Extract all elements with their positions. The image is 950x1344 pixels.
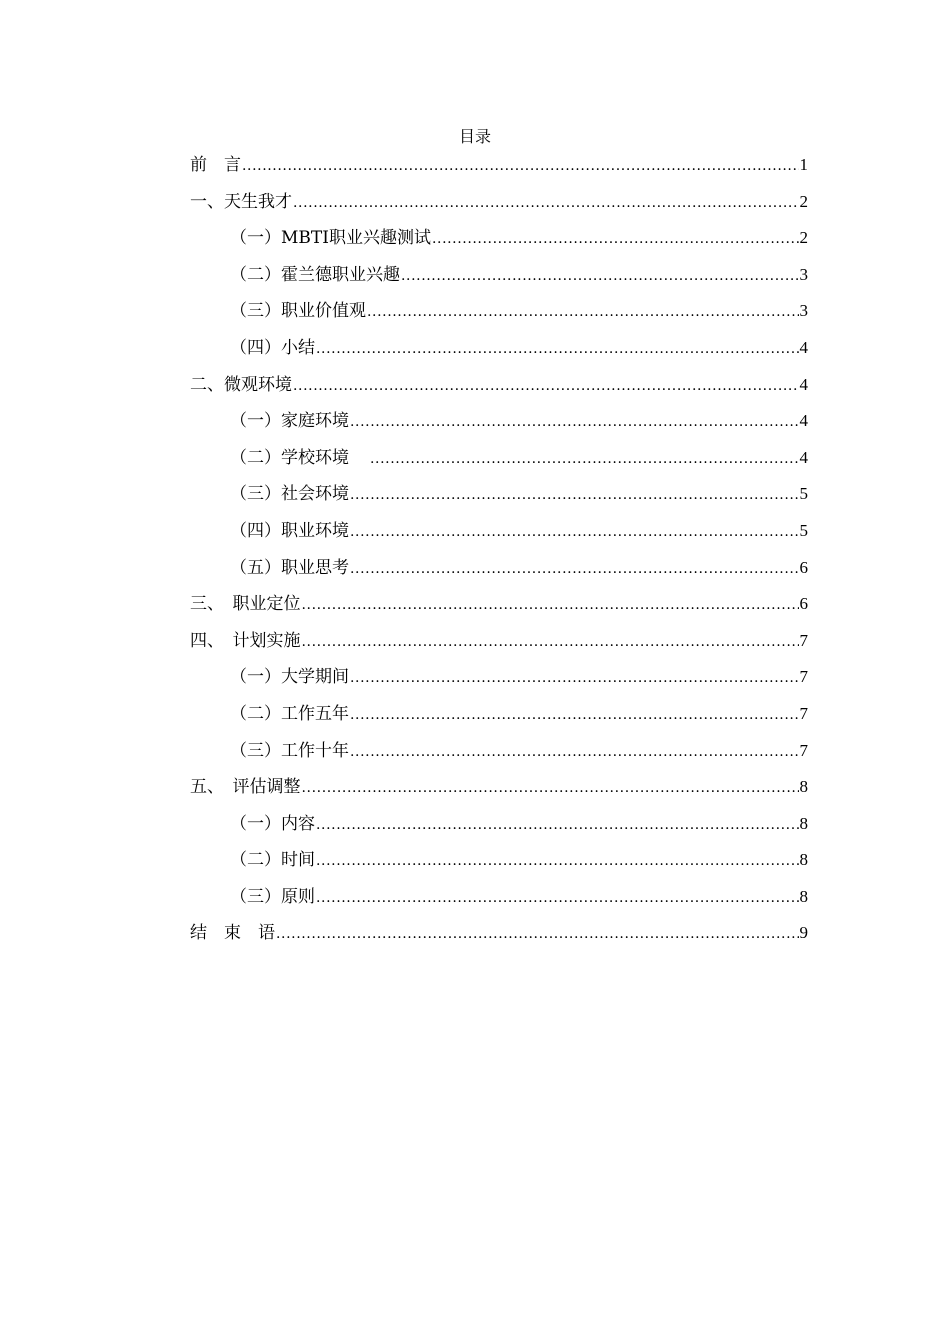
toc-entry-label: （一）大学期间 xyxy=(230,667,349,688)
toc-entry-section-2-4[interactable] xyxy=(190,516,808,553)
toc-entry-preface[interactable] xyxy=(190,150,808,187)
toc-leader xyxy=(350,700,799,730)
toc-page-number: 5 xyxy=(799,484,808,504)
toc-page-number: 4 xyxy=(799,337,808,357)
toc-page-number: 8 xyxy=(799,813,808,833)
toc-entry-section-5-2[interactable] xyxy=(190,845,808,882)
toc-leader xyxy=(302,773,799,803)
toc-page-number: 3 xyxy=(799,264,808,284)
toc-leader xyxy=(302,590,799,620)
toc-entry-label: （二）霍兰德职业兴趣 xyxy=(230,264,400,285)
toc-page-number: 4 xyxy=(799,411,808,431)
toc-leader xyxy=(316,846,799,876)
toc-page-number: 1 xyxy=(799,155,808,174)
toc-entry-label: 一、天生我才 xyxy=(190,191,292,212)
toc-leader xyxy=(276,919,799,949)
toc-leader xyxy=(316,810,799,840)
toc-page-number: 6 xyxy=(799,594,808,614)
toc-entry-section-2-1[interactable] xyxy=(190,406,808,443)
toc-entry-label: 前 言 xyxy=(190,155,241,175)
toc-leader xyxy=(350,480,799,510)
toc-entry-label: （一）家庭环境 xyxy=(230,411,349,432)
toc-page-number: 2 xyxy=(799,191,808,211)
toc-leader xyxy=(242,151,799,181)
toc-page-number: 7 xyxy=(799,630,808,650)
toc-entry-section-4-1[interactable] xyxy=(190,662,808,699)
toc-page-number: 3 xyxy=(799,301,808,321)
toc-leader xyxy=(350,737,799,767)
toc-entry-section-5-3[interactable] xyxy=(190,882,808,919)
toc-entry-label: （三）原则 xyxy=(230,886,315,907)
toc-entry-section-1-2[interactable] xyxy=(190,260,808,297)
toc-leader xyxy=(401,261,799,291)
toc-entry-chapter-1[interactable] xyxy=(190,187,808,224)
toc-page-number: 7 xyxy=(799,667,808,687)
toc-page-number: 4 xyxy=(799,447,808,467)
toc-leader xyxy=(293,371,799,401)
toc-entry-label: （一）内容 xyxy=(230,813,315,834)
toc-entry-section-1-3[interactable] xyxy=(190,296,808,333)
toc-page-number: 2 xyxy=(799,228,808,248)
toc-leader xyxy=(316,883,799,913)
toc-page-number: 5 xyxy=(799,520,808,540)
toc-entry-label: 三、 职业定位 xyxy=(190,594,301,615)
toc-entry-label: （四）小结 xyxy=(230,337,315,358)
toc-entry-chapter-4[interactable] xyxy=(190,626,808,663)
toc-entry-chapter-5[interactable] xyxy=(190,772,808,809)
toc-entry-section-1-1[interactable] xyxy=(190,223,808,260)
toc-entry-label: 四、 计划实施 xyxy=(190,630,301,651)
toc-entry-chapter-2[interactable] xyxy=(190,370,808,407)
toc-entry-label: 二、微观环境 xyxy=(190,374,292,395)
toc-entry-section-4-2[interactable] xyxy=(190,699,808,736)
toc-title: 目录 xyxy=(458,127,491,146)
toc-leader xyxy=(350,663,799,693)
toc-entry-label: 结 束 语 xyxy=(190,923,275,944)
toc-leader xyxy=(350,554,799,584)
toc-entry-label: （三）职业价值观 xyxy=(230,301,366,322)
toc-leader xyxy=(350,517,799,547)
toc-page-number: 9 xyxy=(799,923,808,943)
toc-entry-conclusion[interactable] xyxy=(190,918,808,955)
toc-leader xyxy=(370,444,799,474)
toc-leader xyxy=(293,188,799,218)
toc-entry-label: （二）学校环境 xyxy=(230,447,349,468)
toc-leader xyxy=(302,627,799,657)
toc-leader xyxy=(350,407,799,437)
toc-page-number: 8 xyxy=(799,886,808,906)
toc-entry-label: （三）社会环境 xyxy=(230,484,349,505)
toc-entry-label: 五、 评估调整 xyxy=(190,777,301,798)
toc-entry-section-2-5[interactable] xyxy=(190,553,808,590)
toc-page-number: 7 xyxy=(799,703,808,723)
toc-page-number: 4 xyxy=(799,374,808,394)
toc-entry-section-2-3[interactable] xyxy=(190,479,808,516)
toc-entry-label: （三）工作十年 xyxy=(230,740,349,761)
toc-entry-label: （二）时间 xyxy=(230,850,315,871)
toc-list xyxy=(190,150,808,955)
toc-leader xyxy=(432,224,799,254)
toc-entry-label: （一）MBTI职业兴趣测试 xyxy=(230,228,431,249)
toc-entry-section-5-1[interactable] xyxy=(190,809,808,846)
toc-page-number: 8 xyxy=(799,777,808,797)
toc-entry-chapter-3[interactable] xyxy=(190,589,808,626)
toc-page-number: 8 xyxy=(799,850,808,870)
toc-entry-label: （二）工作五年 xyxy=(230,703,349,724)
toc-leader xyxy=(316,334,799,364)
toc-page-number: 6 xyxy=(799,557,808,577)
toc-entry-section-1-4[interactable] xyxy=(190,333,808,370)
toc-entry-label: （五）职业思考 xyxy=(230,557,349,578)
toc-page-number: 7 xyxy=(799,740,808,760)
toc-entry-section-4-3[interactable] xyxy=(190,736,808,773)
toc-leader xyxy=(367,297,799,327)
toc-entry-label: （四）职业环境 xyxy=(230,520,349,541)
toc-entry-section-2-2[interactable] xyxy=(190,443,808,480)
